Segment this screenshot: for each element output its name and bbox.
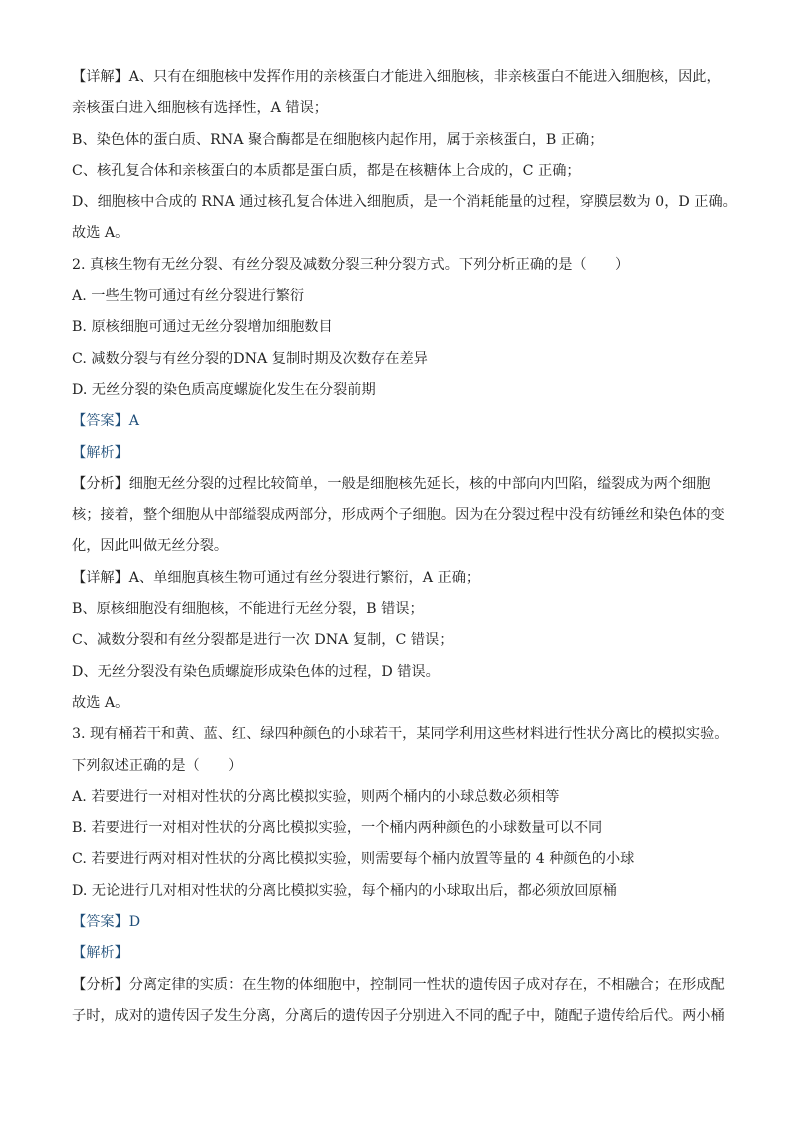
text-line: 【分析】分离定律的实质：在生物的体细胞中，控制同一性状的遗传因子成对存在，不相融合；在形成配 — [72, 976, 725, 993]
document-page — [72, 62, 737, 1032]
option-d: D. 无丝分裂的染色质高度螺旋化发生在分裂前期 — [72, 381, 376, 398]
answer-label: 【答案】A — [72, 413, 139, 430]
text-line: 子时，成对的遗传因子发生分离，分离后的遗传因子分别进入不同的配子中，随配子遗传给后代。两小桶 — [72, 1007, 725, 1024]
analysis-label: 【解析】 — [72, 945, 129, 962]
text-line: 化，因此叫做无丝分裂。 — [72, 538, 229, 555]
option-c: C. 减数分裂与有丝分裂的DNA 复制时期及次数存在差异 — [72, 350, 428, 367]
option-c: C. 若要进行两对相对性状的分离比模拟实验，则需要每个桶内放置等量的 4 种颜色的小球 — [72, 851, 635, 868]
option-a: A. 若要进行一对相对性状的分离比模拟实验，则两个桶内的小球总数必须相等 — [72, 788, 560, 805]
text-line: 故选 A。 — [72, 225, 130, 242]
text-line: 亲核蛋白进入细胞核有选择性，A 错误； — [72, 100, 328, 117]
question-stem: 3. 现有桶若干和黄、蓝、红、绿四种颜色的小球若干，某同学利用这些材料进行性状分离比的模拟实验。 — [72, 726, 729, 743]
question-stem: 2. 真核生物有无丝分裂、有丝分裂及减数分裂三种分裂方式。下列分析正确的是（ ） — [72, 256, 630, 273]
analysis-label: 【解析】 — [72, 444, 129, 461]
text-line: C、减数分裂和有丝分裂都是进行一次 DNA 复制，C 错误； — [72, 632, 454, 649]
text-line: C、核孔复合体和亲核蛋白的本质都是蛋白质，都是在核糖体上合成的，C 正确； — [72, 162, 581, 179]
question-stem: 下列叙述正确的是（ ） — [72, 757, 243, 774]
answer-label: 【答案】D — [72, 914, 141, 931]
text-line: 核；接着，整个细胞从中部缢裂成两部分，形成两个子细胞。因为在分裂过程中没有纺锤丝和染色体的变 — [72, 507, 725, 524]
text-line: 【分析】细胞无丝分裂的过程比较简单，一般是细胞核先延长，核的中部向内凹陷，缢裂成为两个细胞 — [72, 475, 711, 492]
text-line: 【详解】A、单细胞真核生物可通过有丝分裂进行繁衍，A 正确； — [72, 569, 481, 586]
text-line: 【详解】A、只有在细胞核中发挥作用的亲核蛋白才能进入细胞核，非亲核蛋白不能进入细胞核，因此， — [72, 69, 721, 85]
option-b: B. 若要进行一对相对性状的分离比模拟实验，一个桶内两种颜色的小球数量可以不同 — [72, 820, 603, 837]
text-line: 故选 A。 — [72, 694, 130, 711]
text-line: D、细胞核中合成的 RNA 通过核孔复合体进入细胞质，是一个消耗能量的过程，穿膜层数为 0，D 正确。 — [72, 194, 737, 211]
option-d: D. 无论进行几对相对性状的分离比模拟实验，每个桶内的小球取出后，都必须放回原桶 — [72, 882, 617, 899]
text-line: B、原核细胞没有细胞核，不能进行无丝分裂，B 错误； — [72, 601, 424, 618]
option-b: B. 原核细胞可通过无丝分裂增加细胞数目 — [72, 319, 333, 336]
option-a: A. 一些生物可通过有丝分裂进行繁衍 — [72, 288, 305, 305]
text-line: B、染色体的蛋白质、RNA 聚合酶都是在细胞核内起作用，属于亲核蛋白，B 正确； — [72, 131, 604, 148]
text-line: D、无丝分裂没有染色质螺旋形成染色体的过程，D 错误。 — [72, 663, 440, 680]
